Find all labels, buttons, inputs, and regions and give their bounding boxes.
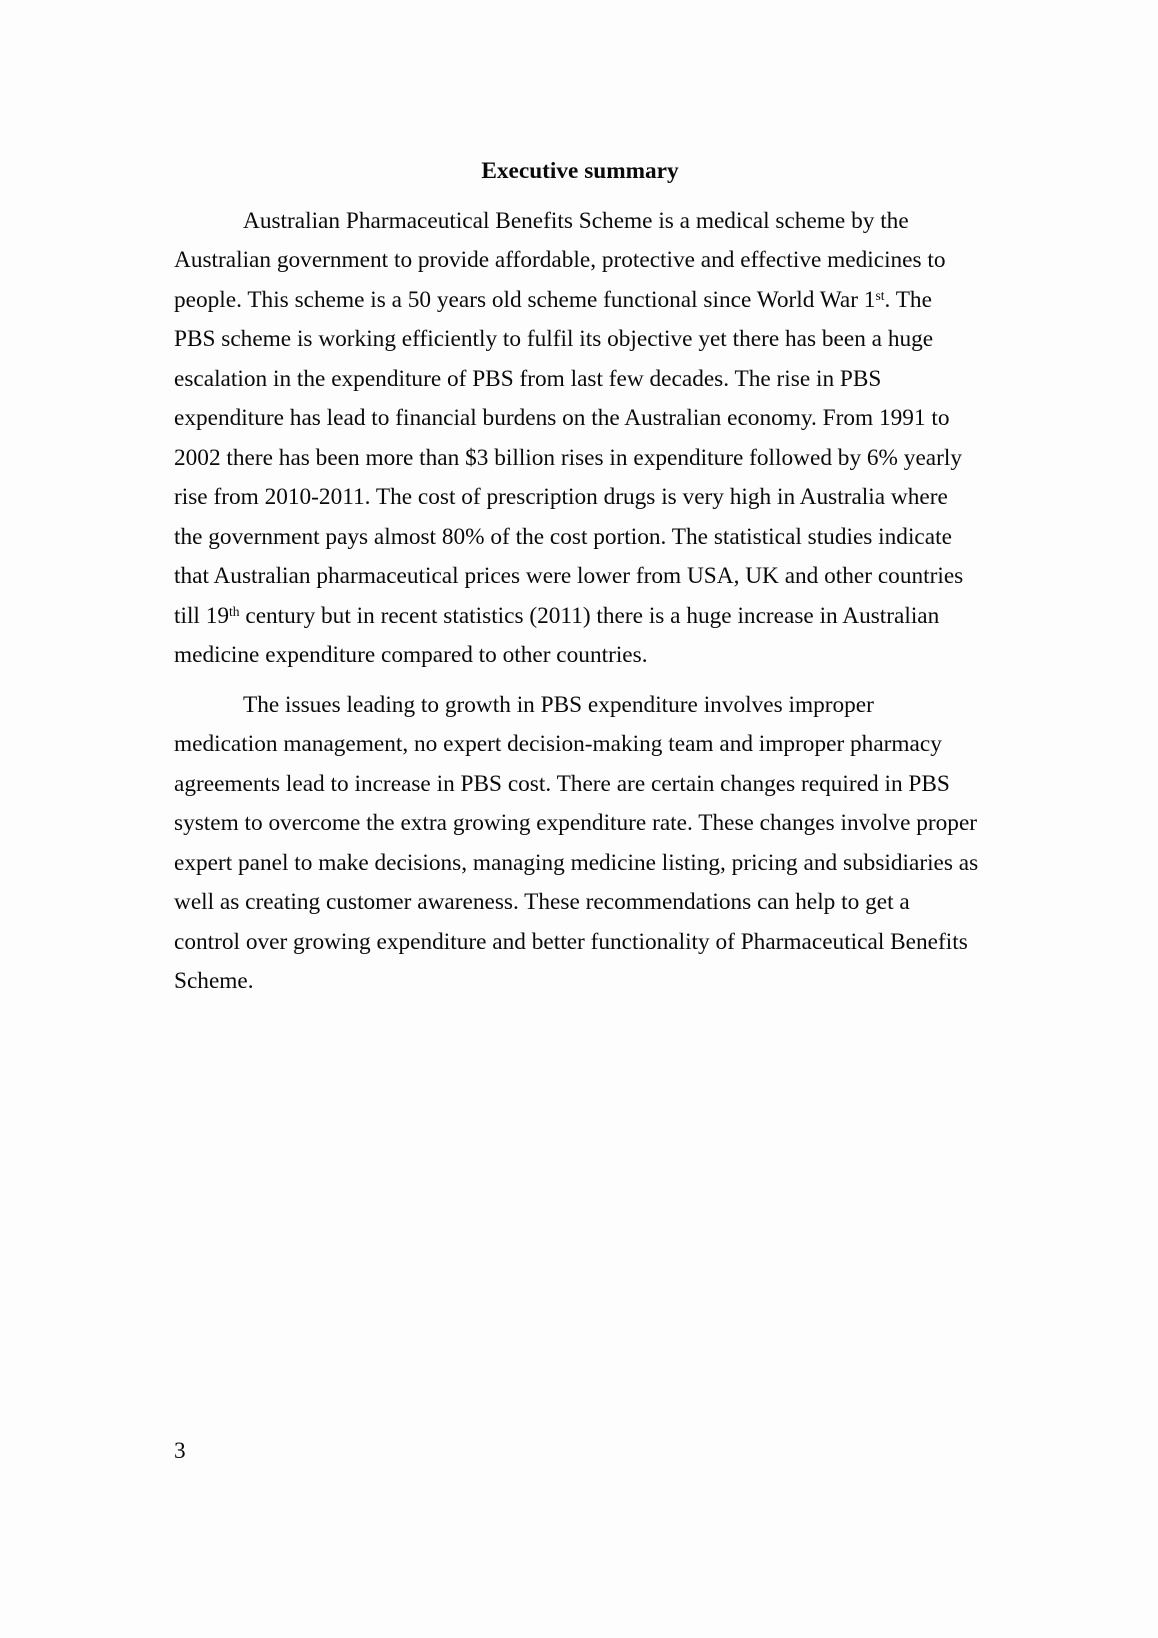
text-segment: well as creating customer awareness. These recommendations can help to get a (174, 889, 910, 915)
document-title: Executive summary (481, 158, 679, 184)
text-line (174, 557, 986, 597)
text-line (174, 478, 986, 518)
text-line (174, 320, 986, 360)
text-segment: that Australian pharmaceutical prices were lower from USA, UK and other countries (174, 563, 964, 589)
text-line (174, 241, 986, 281)
document-content (174, 152, 986, 1002)
text-segment: system to overcome the extra growing expenditure rate. These changes involve proper (174, 810, 978, 836)
text-line (174, 518, 986, 558)
document-body (174, 202, 986, 1002)
text-line (174, 804, 986, 844)
text-line (174, 202, 986, 242)
text-segment: Australian government to provide affordable, protective and effective medicines to (174, 247, 946, 273)
text-segment: expert panel to make decisions, managing medicine listing, pricing and subsidiaries as (174, 849, 979, 876)
text-segment: till 19 (174, 602, 230, 629)
text-segment: people. This scheme is a 50 years old scheme functional since World War 1 (174, 286, 876, 313)
text-segment: PBS scheme is working efficiently to fulfil its objective yet there has been a huge (174, 326, 934, 352)
superscript-text: th (229, 604, 240, 620)
text-line (174, 962, 986, 1002)
text-segment: expenditure has lead to financial burdens on the Australian economy. From 1991 to (174, 405, 950, 431)
text-segment: . The (884, 286, 932, 313)
text-line (174, 597, 986, 637)
text-segment: escalation in the expenditure of PBS from last few decades. The rise in PBS (174, 365, 882, 392)
text-line (174, 725, 986, 765)
text-segment: the government pays almost 80% of the cost portion. The statistical studies indicate (174, 523, 952, 550)
text-line (174, 636, 986, 676)
page-number: 3 (174, 1438, 186, 1464)
text-segment: medication management, no expert decision-making team and improper pharmacy (174, 731, 942, 757)
text-segment: Australian Pharmaceutical Benefits Scheme is a medical scheme by the (243, 207, 909, 234)
paragraph (174, 202, 986, 676)
text-segment: The issues leading to growth in PBS expenditure involves improper (243, 691, 874, 718)
text-line (174, 399, 986, 439)
paragraph (174, 686, 986, 1002)
text-segment: agreements lead to increase in PBS cost. There are certain changes required in PBS (174, 770, 950, 797)
text-line (174, 439, 986, 479)
text-segment: medicine expenditure compared to other countries. (174, 642, 648, 668)
text-segment: Scheme. (174, 968, 254, 994)
text-line (174, 844, 986, 884)
text-line (174, 923, 986, 963)
text-line (174, 360, 986, 400)
text-segment: control over growing expenditure and better functionality of Pharmaceutical Benefits (174, 928, 968, 955)
text-segment: 2002 there has been more than $3 billion rises in expenditure followed by 6% yearly (174, 444, 962, 471)
text-line (174, 686, 986, 726)
text-segment: century but in recent statistics (2011) there is a huge increase in Australian (239, 602, 940, 629)
text-line (174, 883, 986, 923)
superscript-text: st (875, 288, 885, 304)
text-line (174, 281, 986, 321)
text-line (174, 765, 986, 805)
text-segment: rise from 2010-2011. The cost of prescription drugs is very high in Australia where (174, 484, 948, 510)
